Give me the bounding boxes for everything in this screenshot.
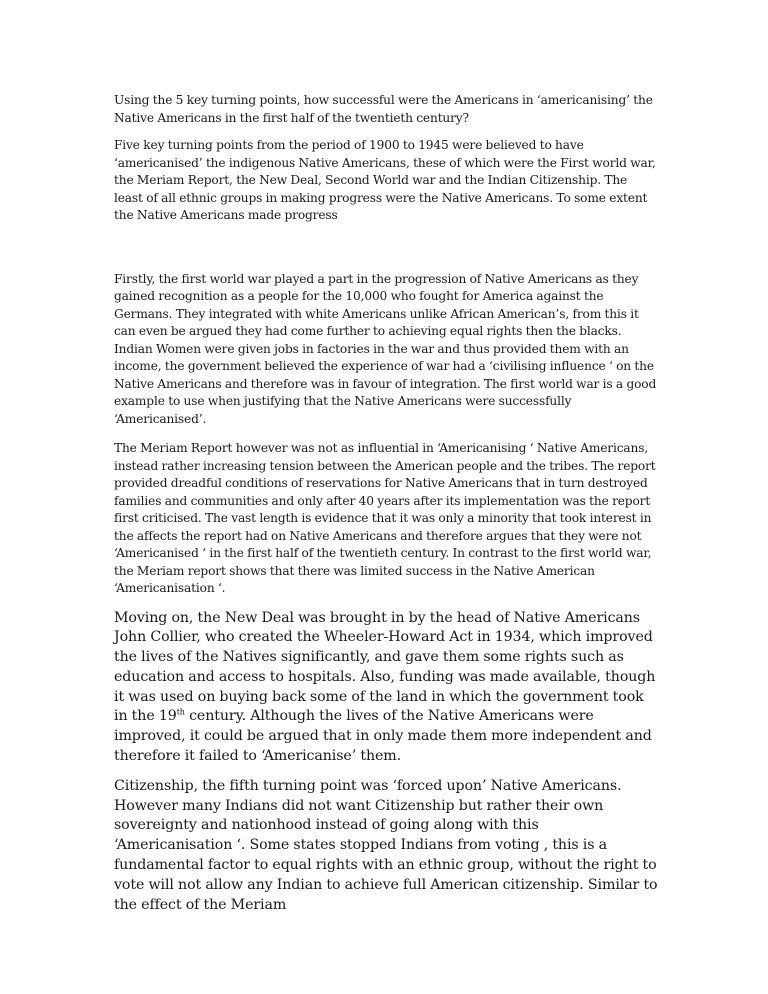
paragraph-first-world-war: Firstly, the first world war played a part in the progression of Native Americans as they gained recognition as a people for the 10,000 who fought for America against the Germans. They integrated with white Americans unlike African American’s, from this it can even be argued they had come further to achieving equal rights then the blacks. Indian Women were given jobs in factories in the war and thus provided them with an income, the government believed the experience of war had a ‘civilising influence ‘ on the Native Americans and therefore was in favour of integration. The first world war is a good example to use when justifying that the Native Americans were successfully ‘Americanised’. xyxy=(114,271,657,426)
new-deal-text-end: century. Although the lives of the Native Americans were improved, it could be argued that in only made them more independent and therefore it failed to ‘Americanise’ them. xyxy=(114,708,652,765)
ordinal-superscript: th xyxy=(176,707,185,717)
essay-question: Using the 5 key turning points, how successful were the Americans in ‘americanising’ the Native Americans in the first half of the twentieth century? xyxy=(114,93,653,125)
intro-paragraph: Five key turning points from the period of 1900 to 1945 were believed to have ‘americanised’ the indigenous Native Americans, these of which were the First world war, the Meriam Report, the New Deal, Second World war and the Indian Citizenship. The least of all ethnic groups in making progress were the Native Americans. To some extent the Native Americans made progress xyxy=(114,138,656,222)
new-deal-text-start: Moving on, the New Deal was brought in by the head of Native Americans John Collier, who created the Wheeler-Howard Act in 1934, which improved the lives of the Natives significantly, and gave them some rights such as education and access to hospitals. Also, funding was made available, though it was used on buying back some of the land in which the government took in the 19 xyxy=(114,609,656,725)
paragraph-meriam-report: The Meriam Report however was not as influential in ‘Americanising ‘ Native Americans, instead rather increasing tension between the American people and the tribes. The report provided dreadful conditions of reservations for Native Americans that in turn destroyed families and communities and only after 40 years after its implementation was the report first criticised. The vast length is evidence that it was only a minority that took interest in the affects the report had on Native Americans and therefore argues that they were not ‘Americanised ‘ in the first half of the twentieth century. In contrast to the first world war, the Meriam report shows that there was limited success in the Native American ‘Americanisation ‘. xyxy=(114,441,656,595)
paragraph-citizenship: Citizenship, the fifth turning point was ‘forced upon’ Native Americans. However many Indians did not want Citizenship but rather their own sovereignty and nationhood instead of going along with this ‘Americanisation ‘. Some states stopped Indians from voting , this is a fundamental factor to equal rights with an ethnic group, without the right to vote will not allow any Indian to achieve full American citizenship. Similar to the effect of the Meriam xyxy=(114,777,658,913)
document-page xyxy=(114,92,659,915)
paragraph-new-deal xyxy=(114,609,659,767)
